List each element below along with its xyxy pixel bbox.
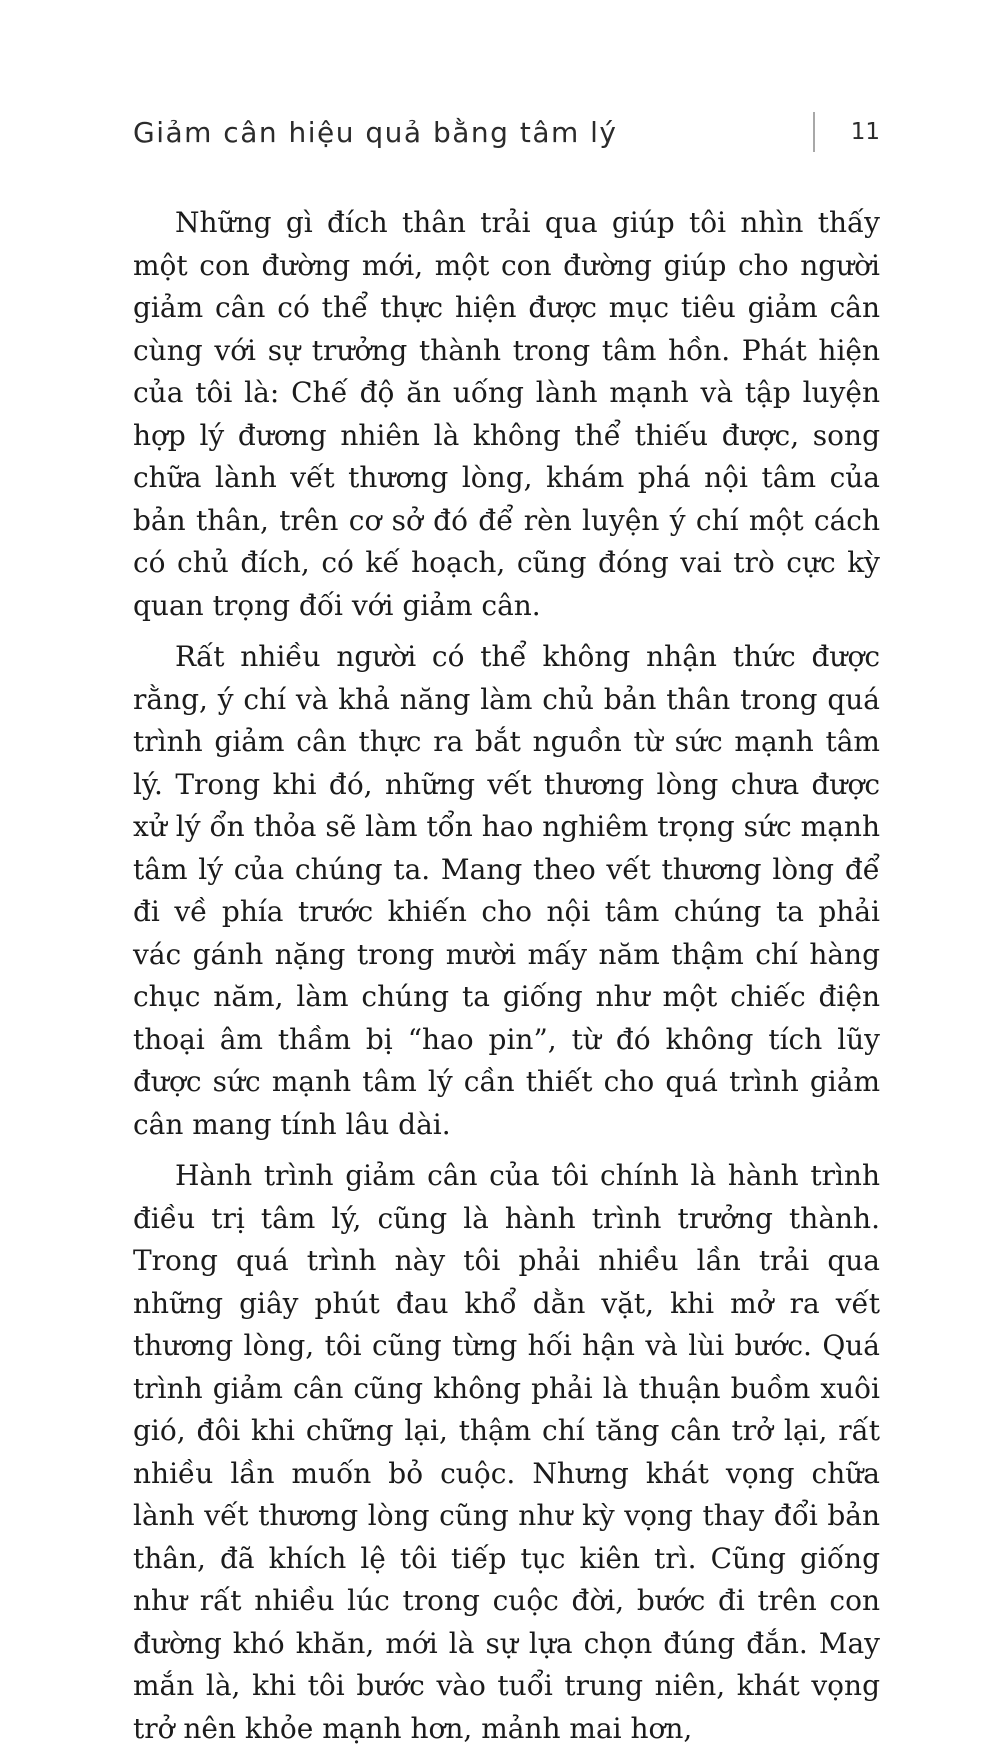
page-number: 11: [850, 119, 880, 145]
running-head-title: Giảm cân hiệu quả bằng tâm lý: [133, 115, 618, 149]
paragraph: Những gì đích thân trải qua giúp tôi nhìn thấy một con đường mới, một con đường giúp cho người giảm cân có thể thực hiện được mục tiêu giảm cân cùng với sự trưởng thành trong tâm hồn. Phát hiện của tôi là: Chế độ ăn uống lành mạnh và tập luyện hợp lý đương nhiên là không thể thiếu được, song chữa lành vết thương lòng, khám phá nội tâm của bản thân, trên cơ sở đó để rèn luyện ý chí một cách có chủ đích, có kế hoạch, cũng đóng vai trò cực kỳ quan trọng đối với giảm cân.: [133, 206, 880, 622]
paragraph: Rất nhiều người có thể không nhận thức được rằng, ý chí và khả năng làm chủ bản thân trong quá trình giảm cân thực ra bắt nguồn từ sức mạnh tâm lý. Trong khi đó, những vết thương lòng chưa được xử lý ổn thỏa sẽ làm tổn hao nghiêm trọng sức mạnh tâm lý của chúng ta. Mang theo vết thương lòng để đi về phía trước khiến cho nội tâm chúng ta phải vác gánh nặng trong mười mấy năm thậm chí hàng chục năm, làm chúng ta giống như một chiếc điện thoại âm thầm bị “hao pin”, từ đó không tích lũy được sức mạnh tâm lý cần thiết cho quá trình giảm cân mang tính lâu dài.: [133, 640, 880, 1141]
body-text: [133, 202, 880, 1750]
page-header: [133, 108, 880, 156]
header-divider: [813, 112, 815, 152]
paragraph: Hành trình giảm cân của tôi chính là hành trình điều trị tâm lý, cũng là hành trình trưởng thành. Trong quá trình này tôi phải nhiều lần trải qua những giây phút đau khổ dằn vặt, khi mở ra vết thương lòng, tôi cũng từng hối hận và lùi bước. Quá trình giảm cân cũng không phải là thuận buồm xuôi gió, đôi khi chững lại, thậm chí tăng cân trở lại, rất nhiều lần muốn bỏ cuộc. Nhưng khát vọng chữa lành vết thương lòng cũng như kỳ vọng thay đổi bản thân, đã khích lệ tôi tiếp tục kiên trì. Cũng giống như rất nhiều lúc trong cuộc đời, bước đi trên con đường khó khăn, mới là sự lựa chọn đúng đắn. May mắn là, khi tôi bước vào tuổi trung niên, khát vọng trở nên khỏe mạnh hơn, mảnh mai hơn,: [133, 1159, 880, 1745]
header-right-group: [813, 112, 880, 152]
